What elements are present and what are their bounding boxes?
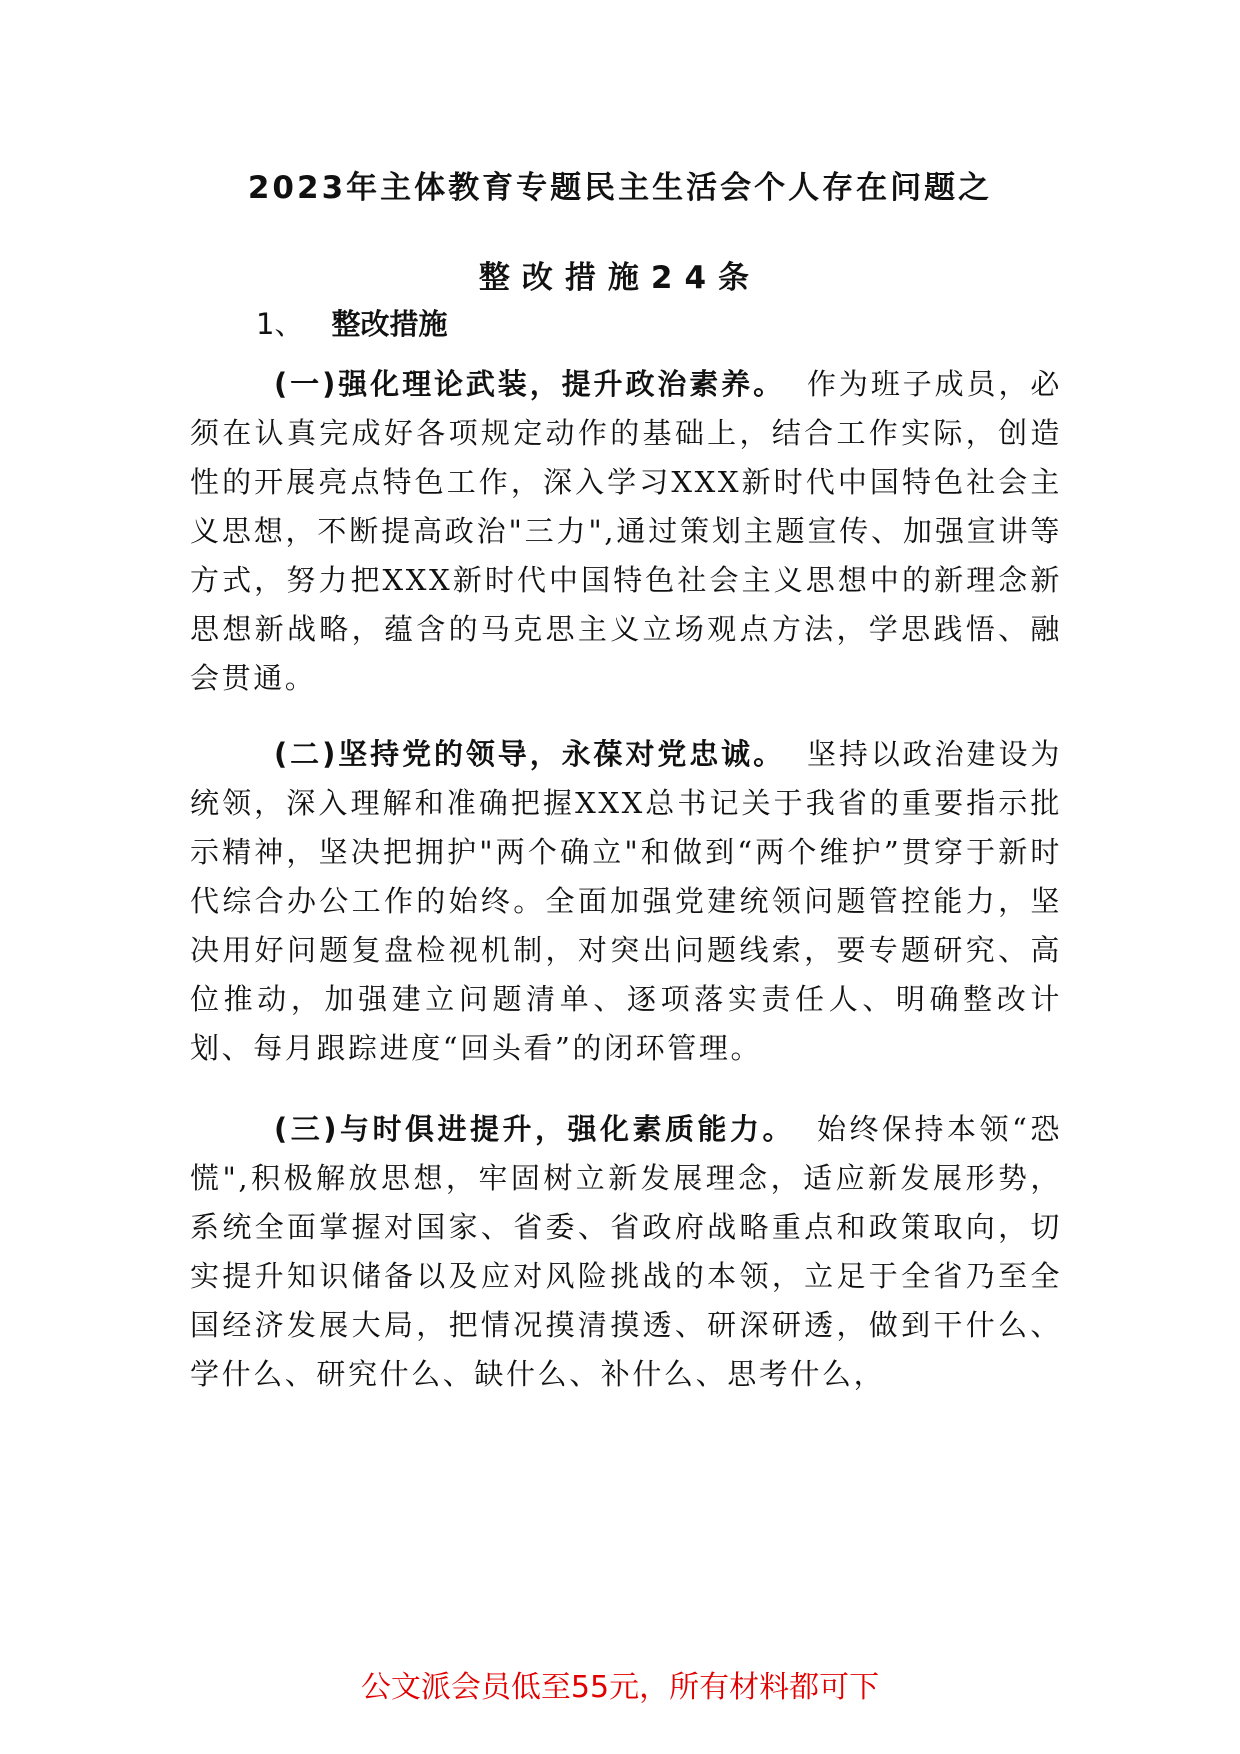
membership-notice: 公文派会员低至55元，所有材料都可下 [360, 1670, 880, 1705]
section-heading [256, 302, 447, 343]
paragraph-3-text: 始终保持本领“恐慌",积极解放思想，牢固树立新发展理念，适应新发展形势，系统全面掌握对国家、省委、省政府战略重点和政策取向，切实提升知识储备以及应对风险挑战的本领，立足于全省乃至全国经济发展大局，把情况摸清摸透、研深研透，做到干什么、学什么、研究什么、缺什么、补什么、思考什么， [190, 1112, 1062, 1391]
section-title: 整改措施 [331, 307, 448, 341]
paragraph-2 [190, 730, 1062, 1073]
paragraph-1-lead: (一)强化理论武装，提升政治素养。 [274, 367, 785, 401]
paragraph-2-text: 坚持以政治建设为统领，深入理解和准确把握XXX总书记关于我省的重要指示批示精神，坚决把拥护"两个确立"和做到“两个维护”贯穿于新时代综合办公工作的始终。全面加强党建统领问题管控能力，坚决用好问题复盘检视机制，对突出问题线索，要专题研究、高位推动，加强建立问题清单、逐项落实责任人、明确整改计划、每月跟踪进度“回头看”的闭环管理。 [190, 737, 1062, 1065]
document-title-line1: 2023年主体教育专题民主生活会个人存在问题之 [247, 170, 993, 206]
paragraph-3-lead: (三)与时俱进提升，强化素质能力。 [274, 1112, 796, 1146]
paragraph-2-lead: (二)坚持党的领导，永葆对党忠诚。 [274, 737, 785, 771]
section-number: 1、 [256, 307, 304, 341]
paragraph-1 [190, 360, 1062, 703]
paragraph-1-text: 作为班子成员，必须在认真完成好各项规定动作的基础上，结合工作实际，创造性的开展亮点特色工作，深入学习XXX新时代中国特色社会主义思想，不断提高政治"三力",通过策划主题宣传、加强宣讲等方式，努力把XXX新时代中国特色社会主义思想中的新理念新思想新战略，蕴含的马克思主义立场观点方法，学思践悟、融会贯通。 [190, 367, 1062, 695]
paragraph-3 [190, 1105, 1062, 1399]
document-title-line2: 整改措施24条 [478, 260, 762, 296]
